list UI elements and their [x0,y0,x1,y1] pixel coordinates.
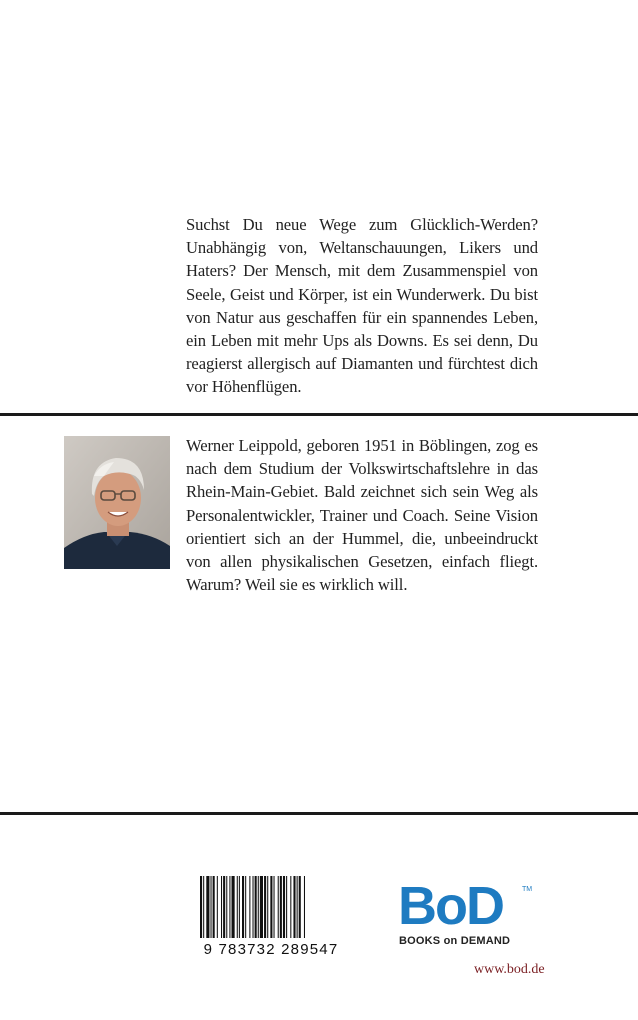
barcode-bars [200,876,342,942]
publisher-logo [398,876,533,947]
back-cover-blurb: Suchst Du neue Wege zum Glücklich-Werden? Unabhängig von, Weltanschauungen, Likers und Haters? Der Mensch, mit dem Zusammenspiel von Seele, Geist und Körper, ist ein Wunderwerk. Du bist von Natur aus geschaffen für ein spannendes Leben, ein Leben mit mehr Ups als Downs. Es sei denn, Du reagierst allergisch auf Diamanten und fürchtest dich vor Höhenflügen. [186,215,538,397]
author-photo [64,436,170,569]
trademark-mark: TM [522,886,533,893]
divider-top [0,413,638,416]
barcode-number: 9 783732 289547 [203,941,339,958]
logo-tagline: BOOKS on DEMAND [399,935,511,947]
publisher-url: www.bod.de [474,962,545,977]
isbn-barcode [182,870,360,960]
divider-bottom [0,812,638,815]
logo-wordmark: BoD [398,876,503,936]
author-bio: Werner Leippold, geboren 1951 in Böblingen, zog es nach dem Studium der Volkswirtschaftslehre in das Rhein-Main-Gebiet. Bald zeichnet sich sein Weg als Personalentwickler, Trainer und Coach. Seine Vision orientiert sich an der Hummel, die, unbeeindruckt von allen physikalischen Gesetzen, einfach fliegt. Warum? Weil sie es wirklich will. [186,436,538,595]
